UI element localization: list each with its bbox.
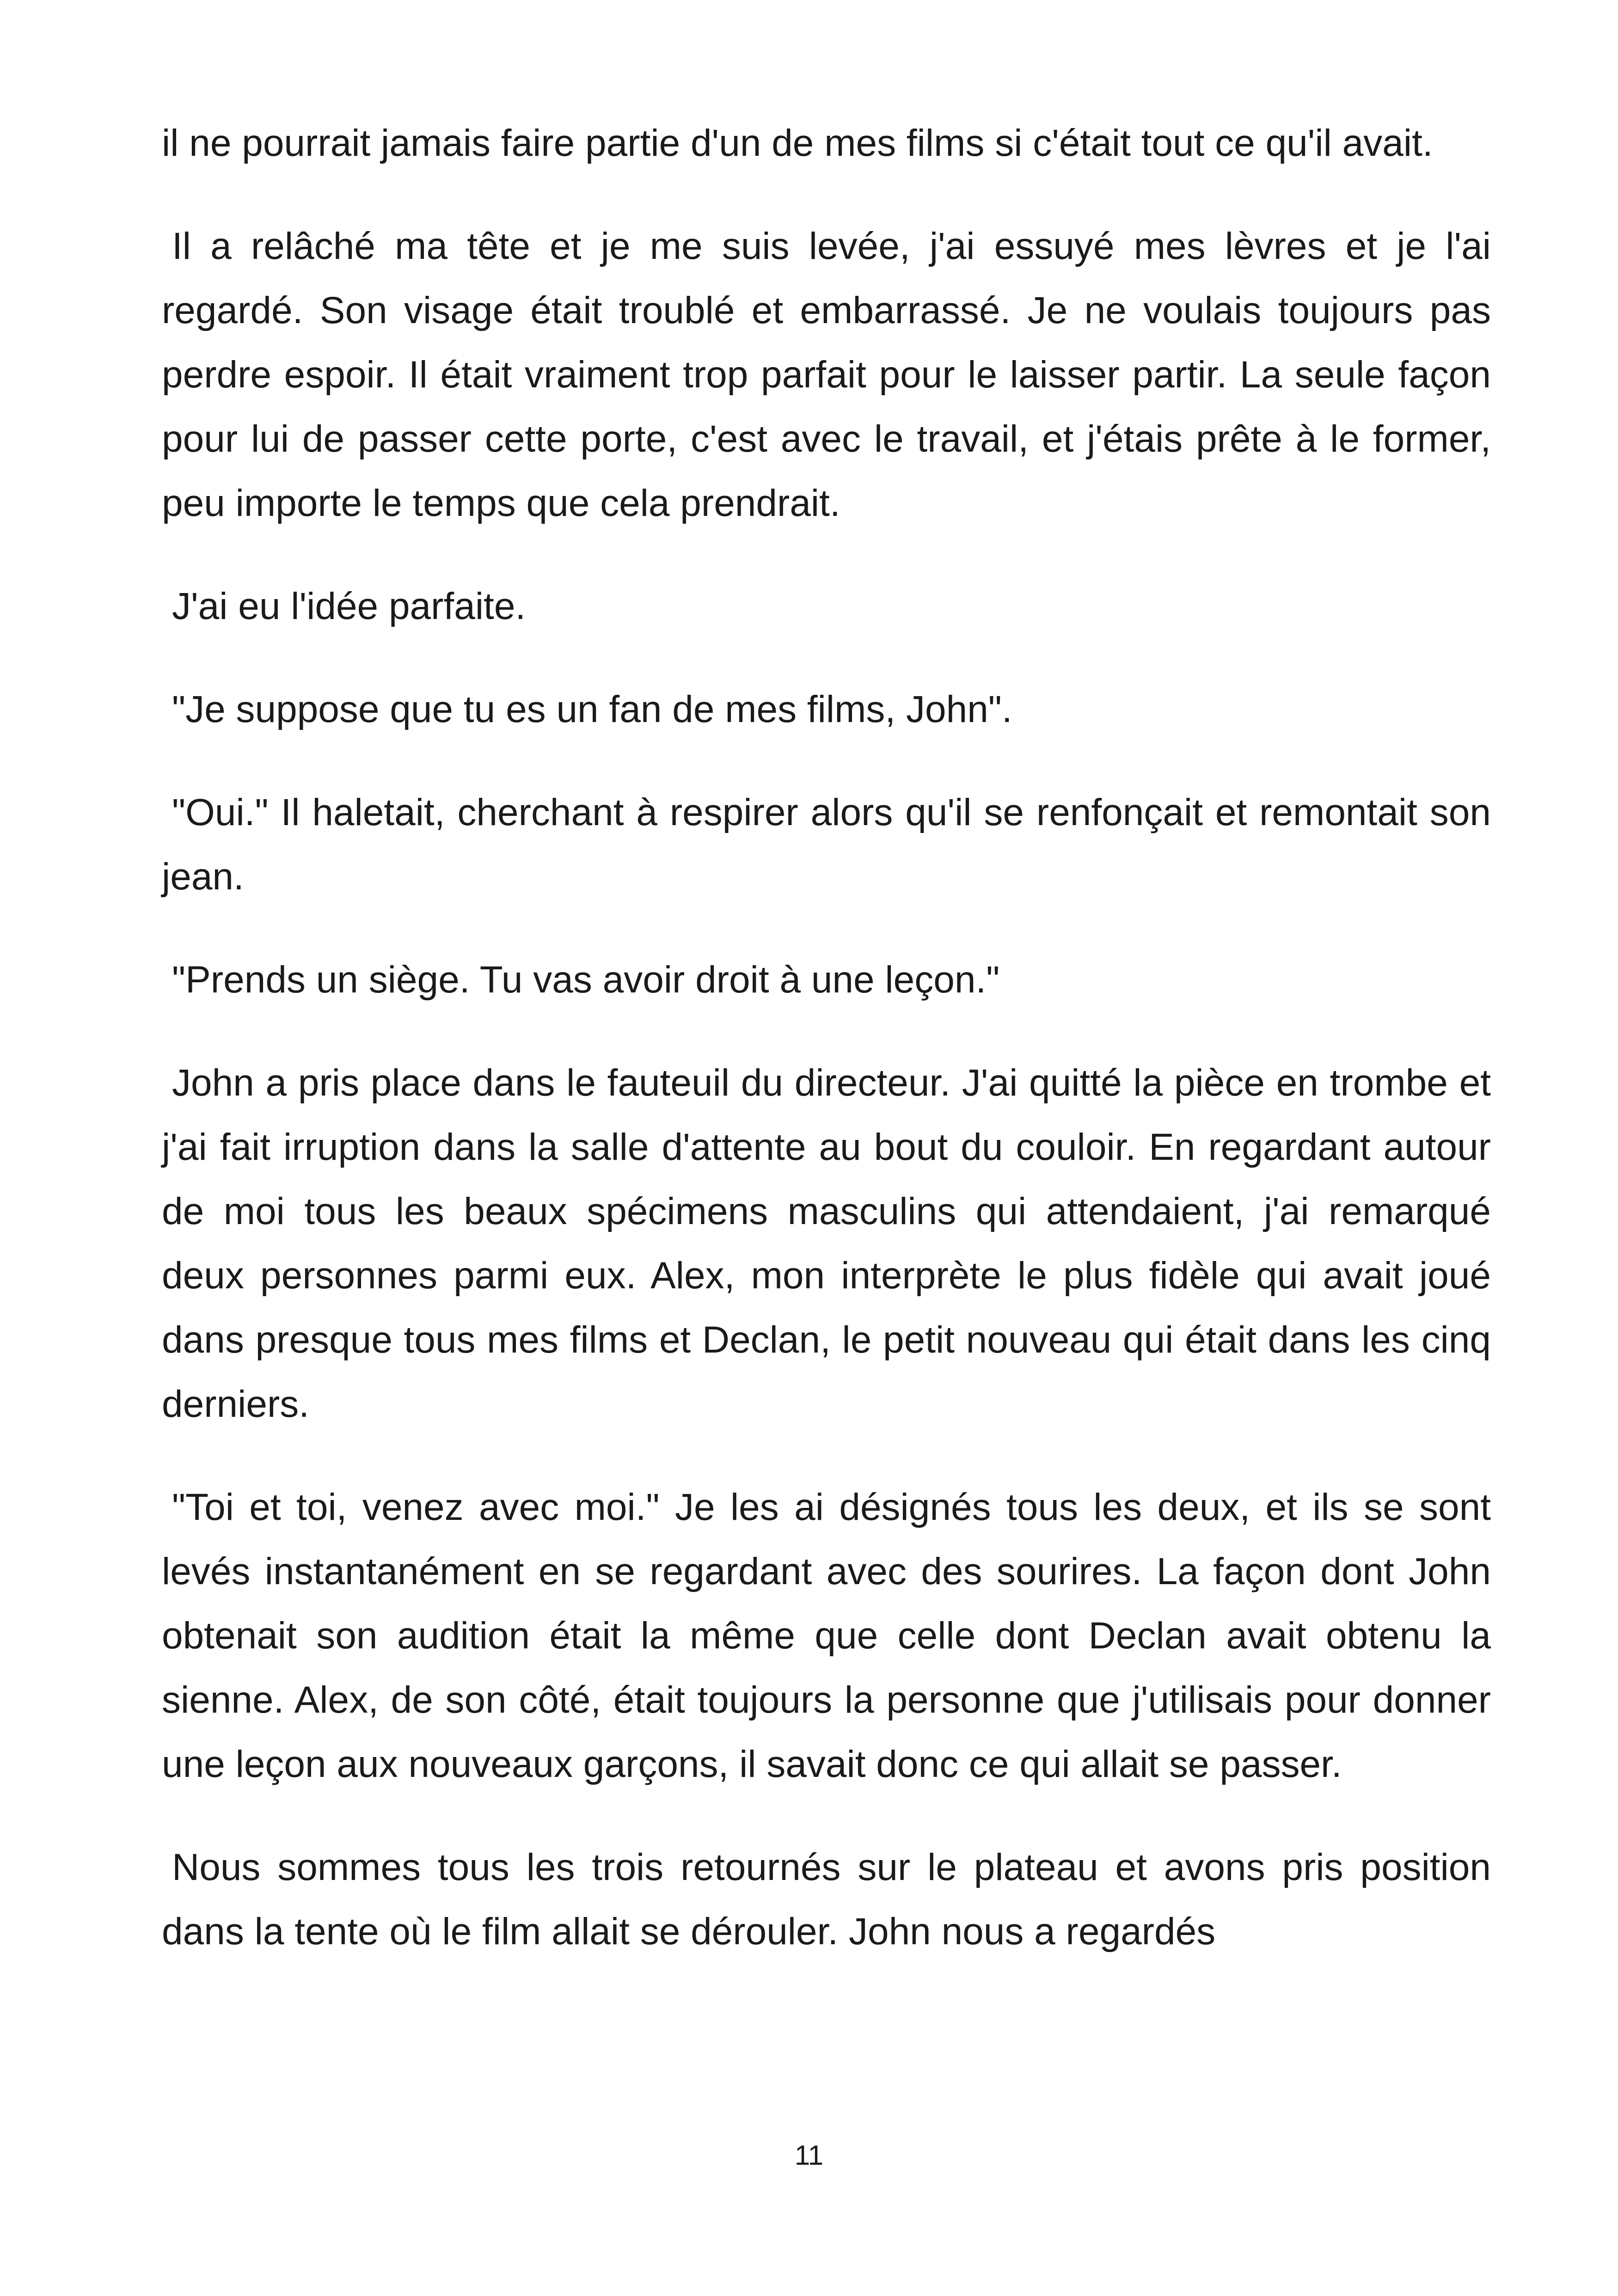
body-text <box>162 111 1491 2002</box>
paragraph: John a pris place dans le fauteuil du directeur. J'ai quitté la pièce en trombe et j'ai fait irruption dans la salle d'attente au bout du couloir. En regardant autour de moi tous les beaux spécimens masculins qui attendaient, j'ai remarqué deux personnes parmi eux. Alex, mon interprète le plus fidèle qui avait joué dans presque tous mes films et Declan, le petit nouveau qui était dans les cinq derniers. <box>162 1062 1491 1425</box>
paragraph: J'ai eu l'idée parfaite. <box>172 585 526 627</box>
paragraph: "Je suppose que tu es un fan de mes films, John". <box>172 688 1012 730</box>
page-number: 11 <box>794 2140 824 2171</box>
paragraph: "Toi et toi, venez avec moi." Je les ai désignés tous les deux, et ils se sont levés instantanément en se regardant avec des sourires. La façon dont John obtenait son audition était la même que celle dont Declan avait obtenu la sienne. Alex, de son côté, était toujours la personne que j'utilisais pour donner une leçon aux nouveaux garçons, il savait donc ce qui allait se passer. <box>162 1486 1491 1785</box>
paragraph: Il a relâché ma tête et je me suis levée, j'ai essuyé mes lèvres et je l'ai regardé. Son visage était troublé et embarrassé. Je ne voulais toujours pas perdre espoir. Il était vraiment trop parfait pour le laisser partir. La seule façon pour lui de passer cette porte, c'est avec le travail, et j'étais prête à le former, peu importe le temps que cela prendrait. <box>162 225 1491 524</box>
paragraph: "Prends un siège. Tu vas avoir droit à une leçon." <box>172 959 1000 1001</box>
paragraph: "Oui." Il haletait, cherchant à respirer alors qu'il se renfonçait et remontait son jean. <box>162 791 1491 898</box>
paragraph: il ne pourrait jamais faire partie d'un de mes films si c'était tout ce qu'il avait. <box>162 122 1433 164</box>
paragraph: Nous sommes tous les trois retournés sur le plateau et avons pris position dans la tente où le film allait se dérouler. John nous a regardés <box>162 1846 1491 1953</box>
